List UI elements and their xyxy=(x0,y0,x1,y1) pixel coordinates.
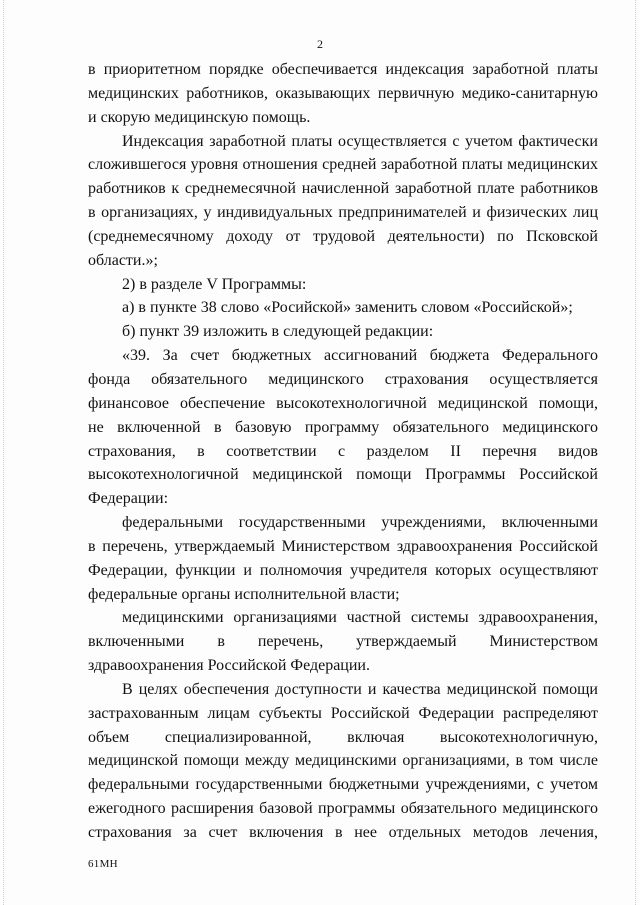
text-line: ежегодного расширения базовой программы обязательного медицинского xyxy=(88,800,598,818)
footer-document-code: 61МН xyxy=(88,858,118,870)
text-line: включенными в перечень, утверждаемый Министерством xyxy=(88,633,598,651)
text-line: федеральные органы исполнительной власти; xyxy=(88,585,400,603)
text-line: Федерации: xyxy=(88,490,169,508)
document-body xyxy=(88,58,598,845)
text-line: финансовое обеспечение высокотехнологичной медицинской помощи, xyxy=(88,394,598,412)
text-line: в перечень, утверждаемый Министерством здравоохранения Российской xyxy=(88,537,598,555)
text-line: высокотехнологичной медицинской помощи Программы Российской xyxy=(88,466,598,484)
text-line: «39. За счет бюджетных ассигнований бюджета Федерального xyxy=(122,347,598,365)
text-line: медицинской помощи между медицинскими организациями, в том числе xyxy=(88,752,598,770)
text-line: Индексация заработной платы осуществляется с учетом фактически xyxy=(122,132,598,150)
text-line: федеральными государственными бюджетными учреждениями, с учетом xyxy=(88,776,598,794)
text-line: федеральными государственными учреждениями, включенными xyxy=(122,514,598,532)
scan-edge-left xyxy=(3,0,4,905)
text-line: фонда обязательного медицинского страхования осуществляется xyxy=(88,370,598,388)
text-line: страхования за счет включения в нее отдельных методов лечения, xyxy=(88,824,598,841)
text-line: в приоритетном порядке обеспечивается индексация заработной платы xyxy=(88,61,598,78)
text-line: Федерации, функции и полномочия учредителя которых осуществляют xyxy=(88,561,598,579)
text-line: застрахованным лицам субъекты Российской Федерации распределяют xyxy=(88,704,598,722)
text-line: 2) в разделе V Программы: xyxy=(122,275,307,293)
scan-edge-right xyxy=(635,0,636,905)
text-line: а) в пункте 38 слово «Росийской» заменить словом «Российской»; xyxy=(122,299,573,317)
text-line: б) пункт 39 изложить в следующей редакции: xyxy=(122,323,434,341)
text-line: области.»; xyxy=(88,251,158,269)
text-line: здравоохранения Российской Федерации. xyxy=(88,657,370,675)
text-line: (среднемесячному доходу от трудовой деятельности) по Псковской xyxy=(88,227,598,245)
text-line: не включенной в базовую программу обязательного медицинского xyxy=(88,418,598,436)
text-line: в организациях, у индивидуальных предпринимателей и физических лиц xyxy=(88,204,598,222)
text-line: медицинских работников, оказывающих первичную медико-санитарную xyxy=(88,84,598,102)
page-number: 2 xyxy=(317,37,323,51)
text-line: страхования, в соответствии с разделом II перечня видов xyxy=(88,442,598,460)
text-line: сложившегося уровня отношения средней заработной платы медицинских xyxy=(88,156,598,174)
text-line: медицинскими организациями частной системы здравоохранения, xyxy=(122,609,598,627)
text-line: В целях обеспечения доступности и качества медицинской помощи xyxy=(122,680,598,698)
text-line: объем специализированной, включая высокотехнологичную, xyxy=(88,728,598,746)
text-line: и скорую медицинскую помощь. xyxy=(88,108,311,126)
text-line: работников к среднемесячной начисленной заработной плате работников xyxy=(88,180,598,198)
